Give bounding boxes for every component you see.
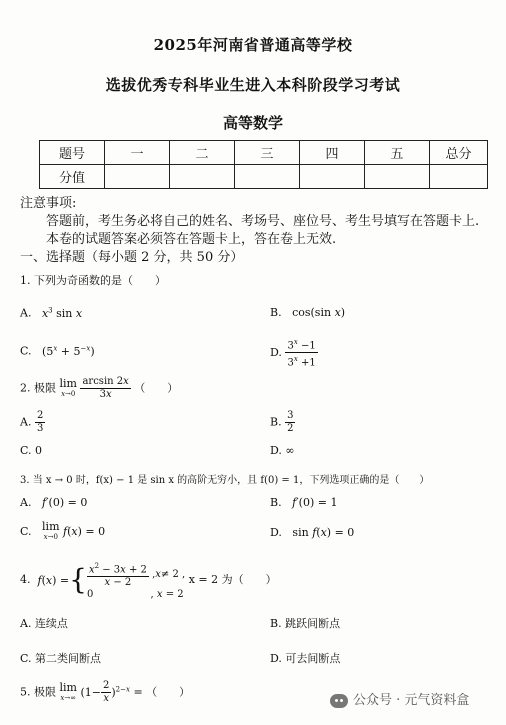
question-stem-suffix: （ ） <box>134 381 179 395</box>
option-formula: $\frac{3}{2}$ <box>287 410 294 434</box>
option-letter: D. <box>270 345 282 359</box>
score-cell-empty <box>105 165 170 189</box>
question-stem <box>20 376 178 401</box>
option-formula: $\frac{2}{3}$ <box>36 410 44 434</box>
question-stem-suffix: = （ ） <box>133 685 191 699</box>
score-cell-empty <box>430 165 488 189</box>
score-cell-empty <box>365 165 430 189</box>
option-d: D. ∞ <box>270 444 295 457</box>
question-stem <box>20 680 190 705</box>
question-stem-prefix: 5. 极限 <box>20 685 56 699</box>
score-cell-empty <box>300 165 365 189</box>
option-c <box>20 522 105 542</box>
option-b <box>270 496 337 509</box>
score-cell: 题号 <box>40 141 105 165</box>
option-b <box>270 306 345 319</box>
limit-expression: lim x→∞ <box>59 680 77 702</box>
option-letter: D. <box>270 526 282 539</box>
limit-formula: (1− $\frac{2}{x}$ )$^{2-x}$ <box>80 680 130 704</box>
option-d <box>270 526 354 539</box>
option-formula: f′(0) = 0 <box>41 496 88 509</box>
option-formula: f′(0) = 1 <box>292 496 338 509</box>
option-b: B. 跳跃间断点 <box>270 617 341 630</box>
watermark <box>330 689 469 708</box>
option-formula: cos(sin x) <box>285 306 346 319</box>
question-stem-prefix: 2. 极限 <box>20 381 56 395</box>
score-table <box>39 140 488 189</box>
score-table-value-row <box>40 165 488 189</box>
limit-expression: lim x→0 <box>59 376 77 398</box>
option-formula: sin f(x) = 0 <box>285 526 355 539</box>
score-cell: 四 <box>300 141 365 165</box>
question-stem-suffix: x = 2 为（ ） <box>188 573 277 587</box>
fraction: $\frac{\arcsin 2x}{3x}$ <box>82 376 129 400</box>
option-letter: A. <box>20 415 32 429</box>
notice-item: 本卷的试题答案必须答在答题卡上，答在卷上无效. <box>46 232 337 247</box>
option-a <box>20 496 87 509</box>
score-cell: 一 <box>105 141 170 165</box>
notice-heading: 注意事项: <box>20 196 77 211</box>
option-c: C. 第二类间断点 <box>20 652 102 665</box>
question-stem <box>20 560 277 600</box>
score-cell-empty <box>170 165 235 189</box>
option-a: A. 连续点 <box>20 617 68 630</box>
piecewise-function: f ( x ) = { $\frac{x^2 - 3x + 2}{x - 2}$ , x ≠ 2 , 0 , x = 2 <box>37 562 186 601</box>
option-letter: B. <box>270 496 282 509</box>
question-stem: 1. 下列为奇函数的是（ ） <box>20 274 166 287</box>
question-stem: 3. 当 x → 0 时，f(x) − 1 是 sin x 的高阶无穷小，且 f(0) = 1，下列选项正确的是（ ） <box>20 475 430 486</box>
exam-title-line2: 选拔优秀专科毕业生进入本科阶段学习考试 <box>105 76 401 94</box>
score-cell: 三 <box>235 141 300 165</box>
notice-item: 答题前，考生务必将自己的姓名、考场号、座位号、考生号填写在答题卡上. <box>46 214 480 229</box>
option-c: C. 0 <box>20 444 43 457</box>
section-title: 一、选择题（每小题 2 分，共 50 分） <box>20 250 244 265</box>
option-letter: B. <box>270 415 282 429</box>
option-d <box>270 336 318 370</box>
score-cell: 总分 <box>430 141 488 165</box>
option-formula: $\frac{3^x -1}{3^x +1}$ <box>287 338 316 369</box>
option-a <box>20 410 45 435</box>
option-letter: C. <box>20 525 32 538</box>
option-d: D. 可去间断点 <box>270 652 341 665</box>
option-c <box>20 344 95 358</box>
option-formula: lim x→0 f(x) = 0 <box>42 520 106 541</box>
option-formula: $(5^x + 5^{-x})$ <box>35 344 95 358</box>
question-number: 4. <box>20 573 31 587</box>
exam-title-line1: 2025年河南省普通高等学校 <box>153 36 353 54</box>
score-cell: 二 <box>170 141 235 165</box>
option-letter: A. <box>20 496 32 509</box>
option-letter: C. <box>20 344 32 358</box>
score-cell: 五 <box>365 141 430 165</box>
option-b <box>270 410 295 435</box>
option-formula: $x^3$ sin x <box>41 306 83 320</box>
option-letter: A. <box>20 306 32 320</box>
score-cell: 分值 <box>40 165 105 189</box>
option-letter: B. <box>270 306 282 319</box>
score-cell-empty <box>235 165 300 189</box>
score-table-header-row <box>40 141 488 165</box>
option-a <box>20 306 82 320</box>
exam-subject: 高等数学 <box>222 114 283 132</box>
watermark-text: 公众号 · 元气资料盒 <box>353 693 470 708</box>
wechat-icon <box>330 694 348 708</box>
